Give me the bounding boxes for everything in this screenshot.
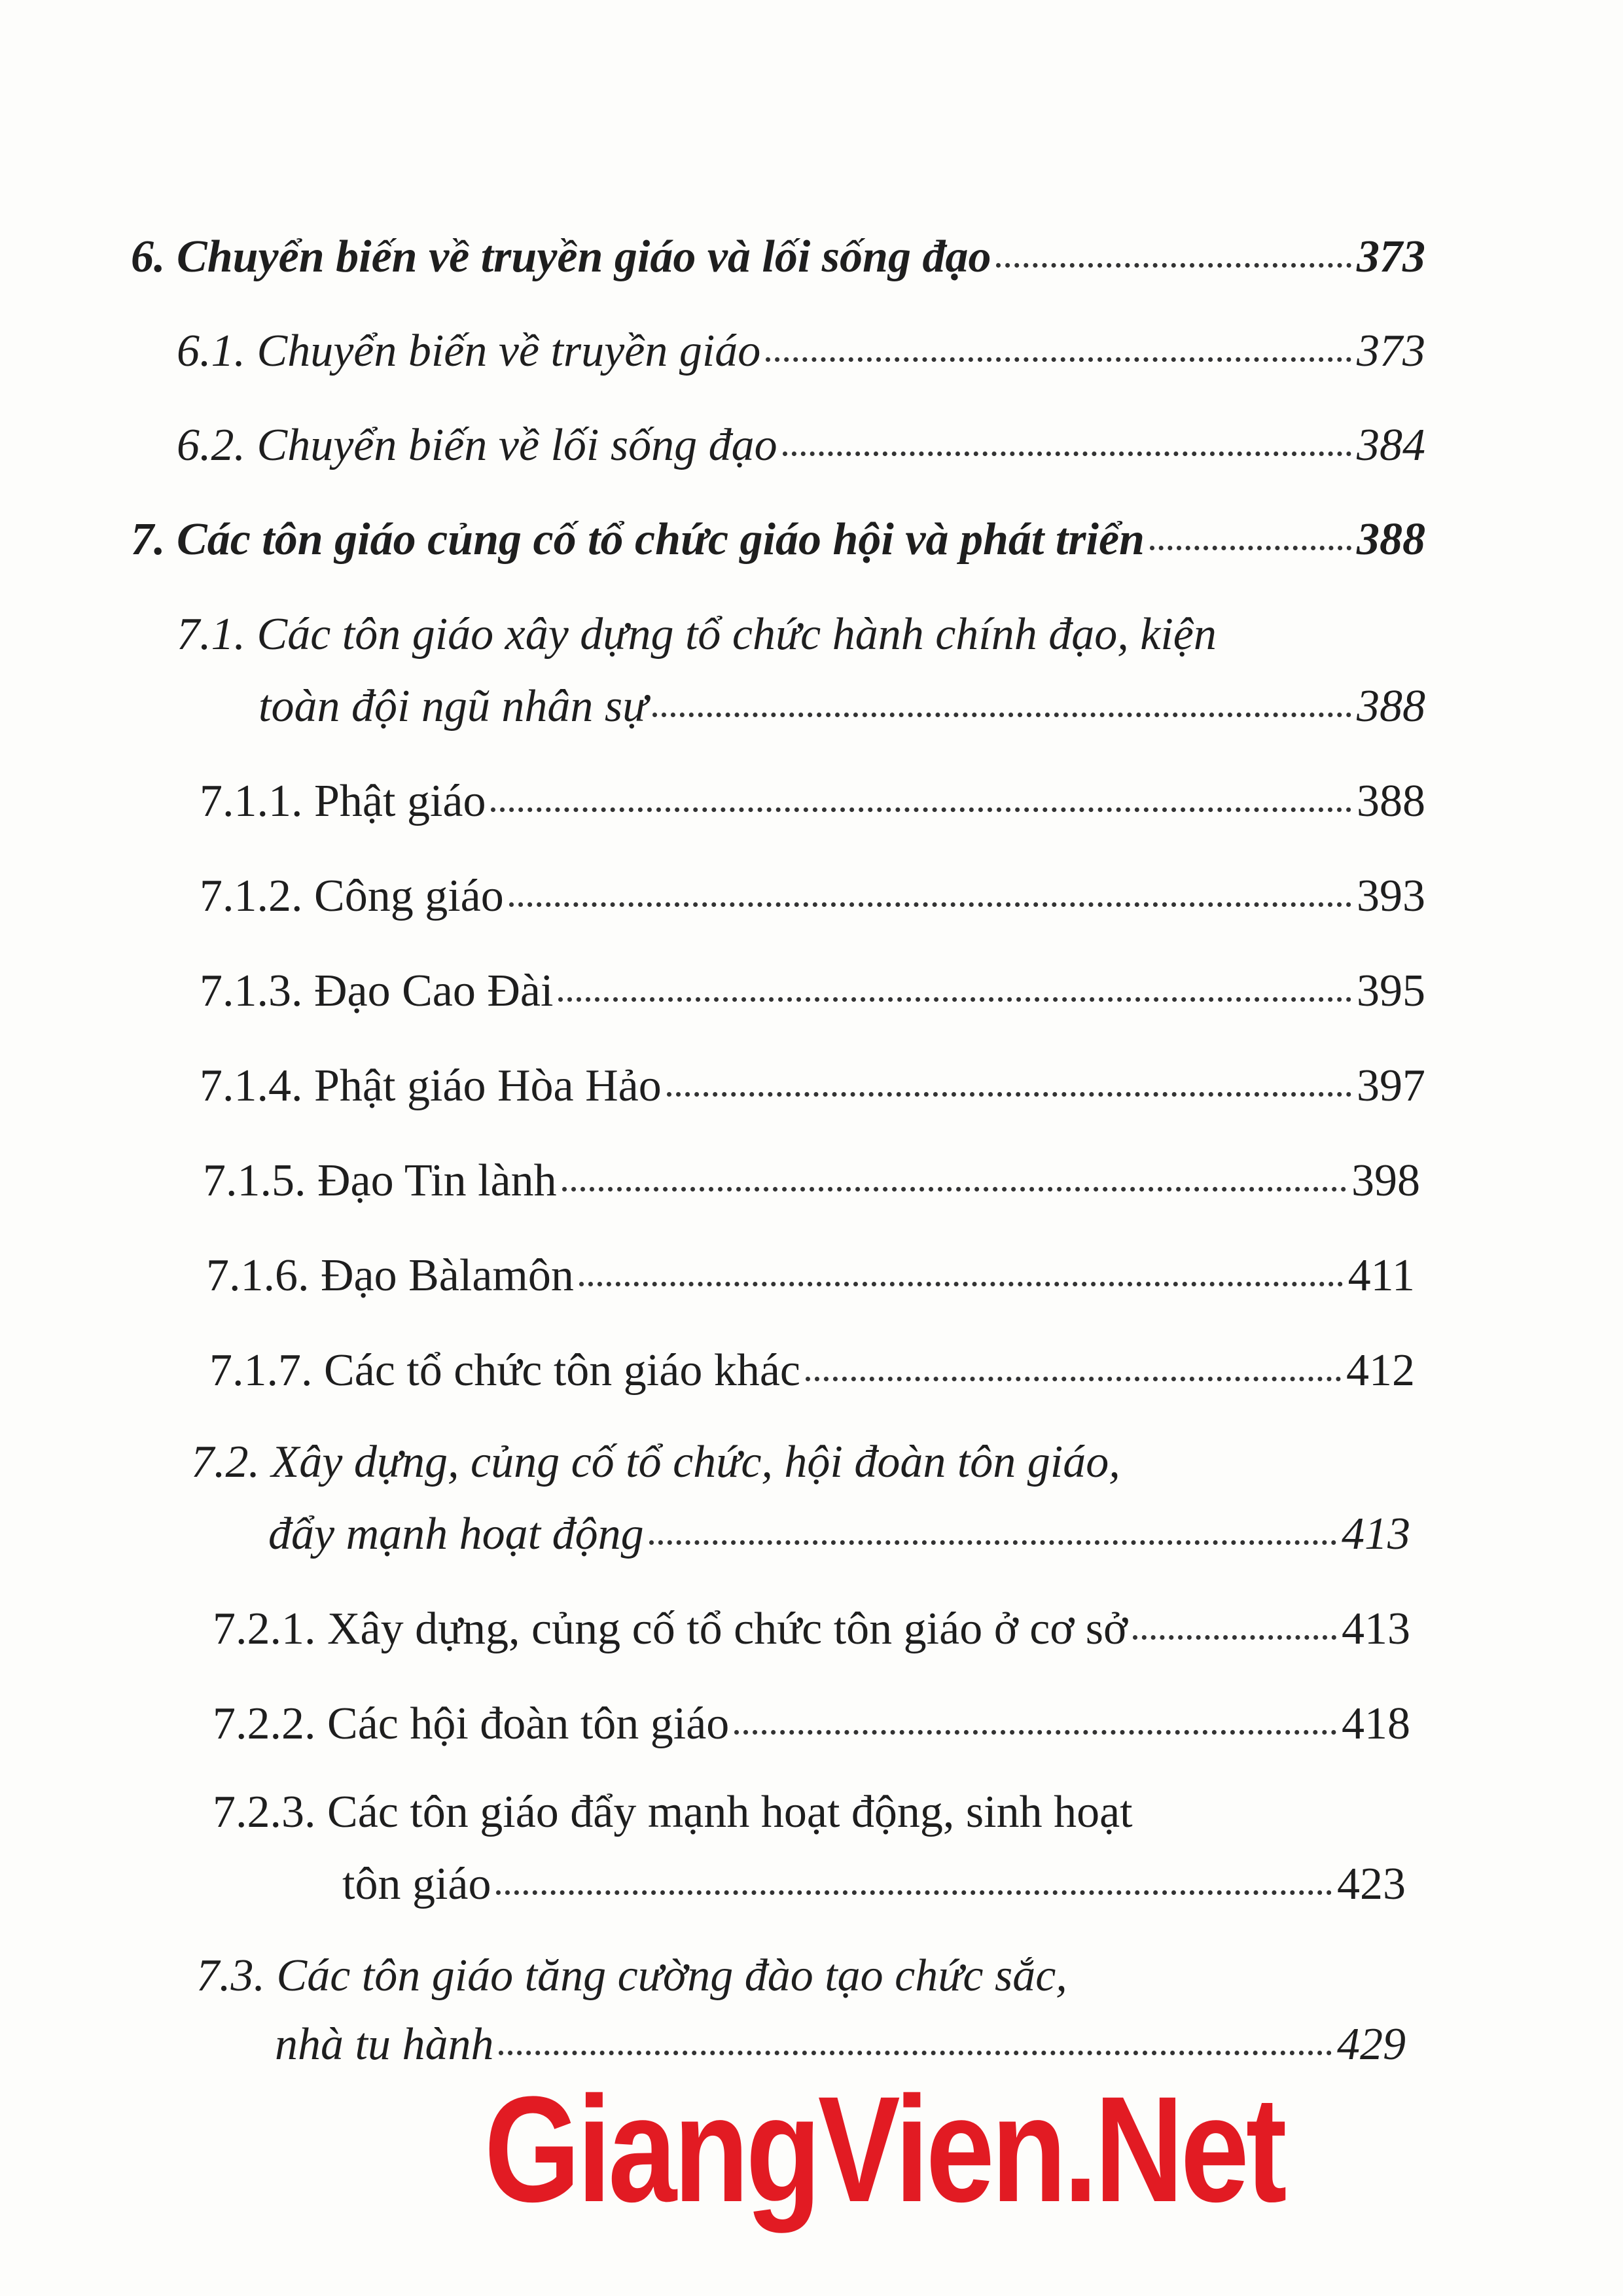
toc-entry-6-2 [177,420,1425,470]
dot-leader [806,1377,1341,1381]
toc-entry-7-1-1 [200,776,1425,826]
toc-entry-title: 7.1.4. Phật giáo Hòa Hảo [200,1061,662,1111]
toc-entry-title: 7.1.7. Các tổ chức tôn giáo khác [209,1345,800,1396]
watermark-logo: GiangVien.Net [484,2065,1284,2233]
toc-entry-title: đẩy mạnh hoạt động [268,1509,644,1559]
toc-entry-title: tôn giáo [342,1859,491,1909]
toc-entry-title: 7.1.5. Đạo Tin lành [203,1156,557,1206]
toc-page-number: 397 [1357,1061,1425,1111]
toc-page-number: 388 [1357,514,1425,565]
dot-leader [649,1540,1336,1545]
toc-page-number: 393 [1357,871,1425,921]
toc-entry-title: 7.2.1. Xây dựng, củng cố tổ chức tôn giáo ở cơ sở [213,1604,1128,1654]
toc-page-number: 384 [1357,420,1425,470]
dot-leader [766,357,1351,362]
toc-entry-7-1-4 [200,1063,1425,1109]
toc-page-number: 413 [1342,1509,1410,1559]
toc-page-number: 418 [1342,1699,1410,1749]
toc-entry-title: 6.1. Chuyển biến về truyền giáo [177,326,761,376]
toc-entry-7-2-3 [342,1859,1406,1909]
toc-page-number: 373 [1357,326,1425,376]
dot-leader [996,263,1351,268]
dot-leader [667,1092,1351,1097]
dot-leader [734,1730,1336,1735]
toc-page-number: 423 [1337,1859,1406,1909]
dot-leader [783,451,1351,456]
dot-leader [652,713,1351,717]
toc-entry-7-3 [275,2019,1406,2070]
dot-leader [496,1890,1332,1895]
toc-entry-7-1-line1: 7.1. Các tôn giáo xây dựng tổ chức hành chính đạo, kiện [177,609,1217,660]
toc-page-number: 411 [1347,1250,1415,1301]
toc-entry-6 [131,234,1425,280]
toc-entry-title: 7.1.1. Phật giáo [200,776,486,826]
toc-entry-7-1-6 [206,1250,1415,1301]
toc-entry-title: 6. Chuyển biến về truyền giáo và lối sống đạo [131,232,991,282]
toc-page-number: 412 [1346,1345,1415,1396]
toc-entry-title: 7.2.2. Các hội đoàn tôn giáo [213,1699,730,1749]
toc-entry-title: 7.1.3. Đạo Cao Đài [200,966,554,1016]
toc-entry-7-2-line1: 7.2. Xây dựng, củng cố tổ chức, hội đoàn tôn giáo, [191,1437,1120,1487]
toc-entry-6-1 [177,328,1425,374]
dot-leader [1150,546,1351,550]
toc-entry-title: toàn đội ngũ nhân sự [259,681,648,732]
toc-entry-7-1-2 [200,871,1425,921]
dot-leader [562,1187,1346,1192]
dot-leader [579,1282,1343,1286]
toc-page-number: 388 [1357,681,1425,732]
toc-page-number: 388 [1357,776,1425,826]
toc-entry-title: 6.2. Chuyển biến về lối sống đạo [177,420,777,470]
toc-entry-7-2 [268,1511,1410,1557]
toc-page-number: 413 [1342,1604,1410,1654]
toc-entry-7-3-line1: 7.3. Các tôn giáo tăng cường đào tạo chức sắc, [196,1951,1067,2001]
toc-entry-7 [131,514,1425,565]
toc-page-number: 373 [1357,232,1425,282]
dot-leader [509,902,1351,907]
toc-entry-7-2-3-line1: 7.2.3. Các tôn giáo đẩy mạnh hoạt động, sinh hoạt [213,1787,1133,1837]
toc-entry-7-2-1 [213,1606,1410,1652]
toc-page-number: 395 [1357,966,1425,1016]
toc-entry-7-1-7 [209,1345,1415,1396]
toc-entry-title: nhà tu hành [275,2019,494,2070]
toc-entry-7-1-5 [203,1158,1420,1204]
toc-entry-title: 7.1.2. Công giáo [200,871,504,921]
toc-entry-7-1-3 [200,968,1425,1014]
dot-leader [491,807,1351,812]
toc-entry-7-1 [259,681,1425,732]
toc-entry-7-2-2 [213,1701,1410,1747]
toc-page-number: 398 [1351,1156,1420,1206]
dot-leader [558,997,1351,1002]
toc-page-number: 429 [1337,2019,1406,2070]
toc-entry-title: 7. Các tôn giáo củng cố tổ chức giáo hội và phát triển [131,514,1145,565]
toc-entry-title: 7.1.6. Đạo Bàlamôn [206,1250,574,1301]
dot-leader [499,2051,1332,2055]
dot-leader [1133,1635,1336,1640]
